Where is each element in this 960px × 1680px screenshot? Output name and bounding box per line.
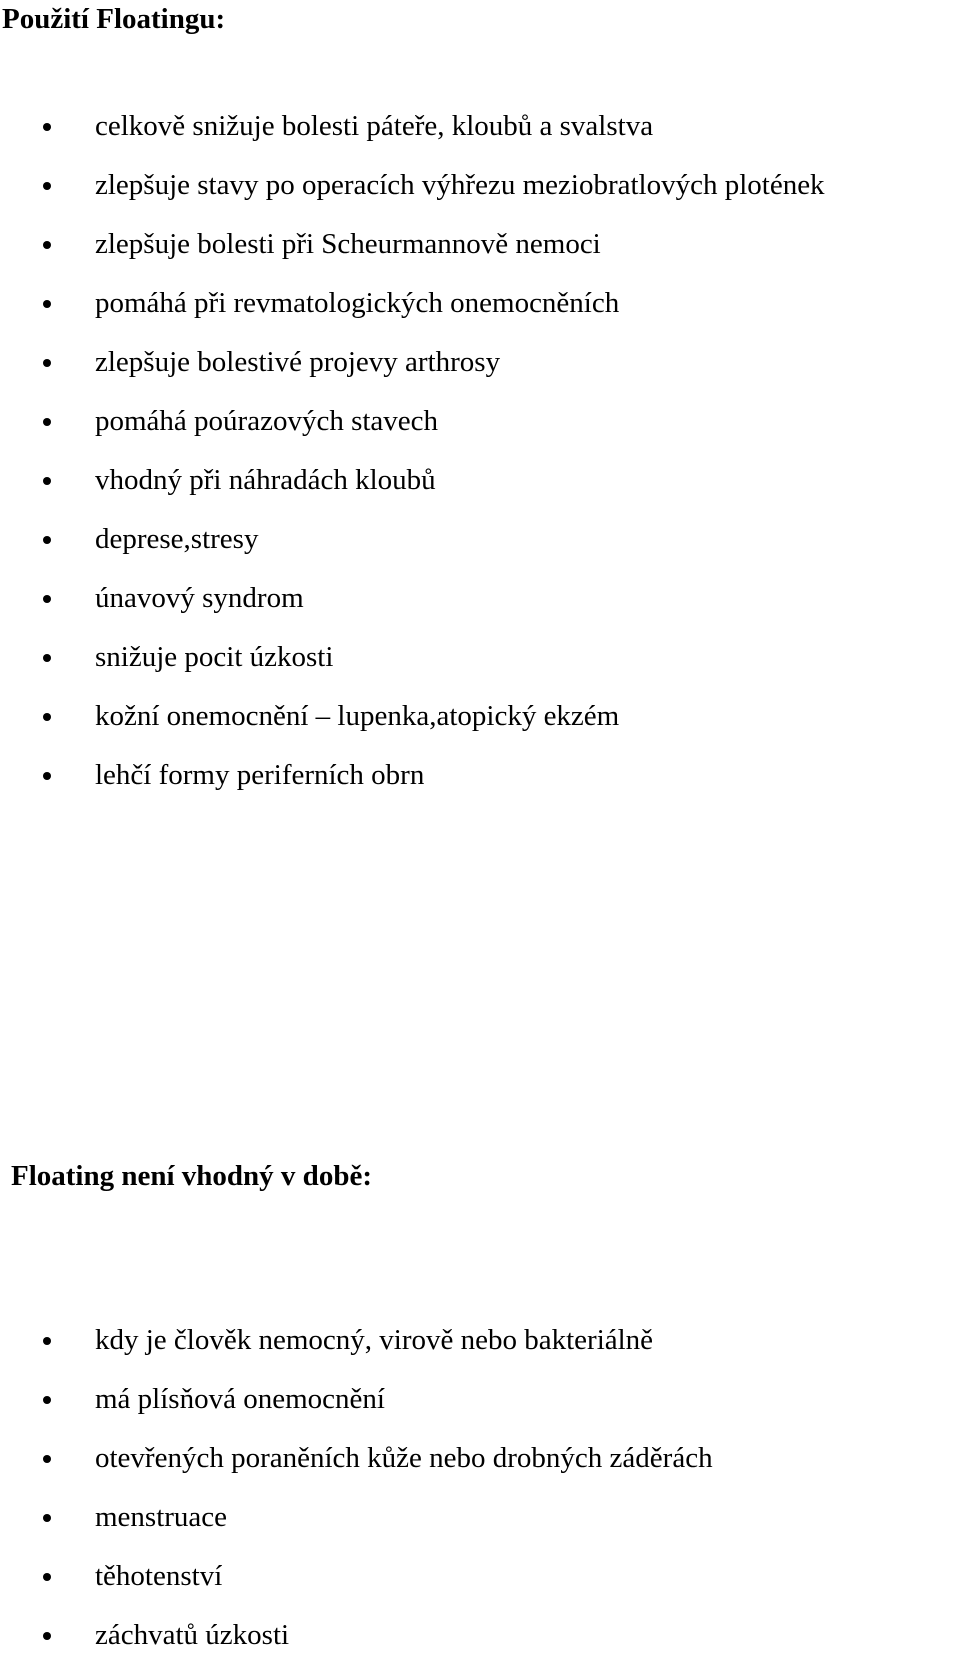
- list-item-text: zlepšuje stavy po operacích výhřezu meziobratlových plotének: [95, 169, 825, 201]
- bullet-icon: [43, 1396, 51, 1404]
- bullet-icon: [43, 477, 51, 485]
- bullet-icon: [43, 300, 51, 308]
- bullet-icon: [43, 1632, 51, 1640]
- list-item-text: pomáhá při revmatologických onemocněních: [95, 287, 620, 319]
- list-item-text: kdy je člověk nemocný, virově nebo bakteriálně: [95, 1324, 654, 1356]
- bullet-icon: [43, 123, 51, 131]
- bullet-icon: [43, 359, 51, 367]
- contraindications-heading: Floating není vhodný v době:: [11, 1160, 372, 1192]
- list-item-text: celkově snižuje bolesti páteře, kloubů a svalstva: [95, 110, 654, 142]
- bullet-icon: [43, 654, 51, 662]
- list-item-text: kožní onemocnění – lupenka,atopický ekzém: [95, 700, 620, 732]
- list-item-text: zlepšuje bolestivé projevy arthrosy: [95, 346, 501, 378]
- list-item-text: těhotenství: [95, 1560, 223, 1592]
- list-item-text: menstruace: [95, 1501, 228, 1533]
- list-item-text: únavový syndrom: [95, 582, 304, 614]
- bullet-icon: [43, 1573, 51, 1581]
- list-item-text: otevřených poraněních kůže nebo drobných záděrách: [95, 1442, 713, 1474]
- bullet-icon: [43, 1514, 51, 1522]
- list-item-text: deprese,stresy: [95, 523, 259, 555]
- list-item-text: zlepšuje bolesti při Scheurmannově nemoci: [95, 228, 601, 260]
- list-item-text: záchvatů úzkosti: [95, 1619, 290, 1651]
- bullet-icon: [43, 713, 51, 721]
- bullet-icon: [43, 241, 51, 249]
- bullet-icon: [43, 772, 51, 780]
- bullet-icon: [43, 595, 51, 603]
- list-item-text: pomáhá poúrazových stavech: [95, 405, 439, 437]
- bullet-icon: [43, 536, 51, 544]
- usage-heading: Použití Floatingu:: [2, 3, 226, 35]
- bullet-icon: [43, 1455, 51, 1463]
- list-item-text: má plísňová onemocnění: [95, 1383, 385, 1415]
- bullet-icon: [43, 418, 51, 426]
- list-item-text: lehčí formy periferních obrn: [95, 759, 425, 791]
- bullet-icon: [43, 182, 51, 190]
- list-item-text: snižuje pocit úzkosti: [95, 641, 334, 673]
- bullet-icon: [43, 1337, 51, 1345]
- list-item-text: vhodný při náhradách kloubů: [95, 464, 436, 496]
